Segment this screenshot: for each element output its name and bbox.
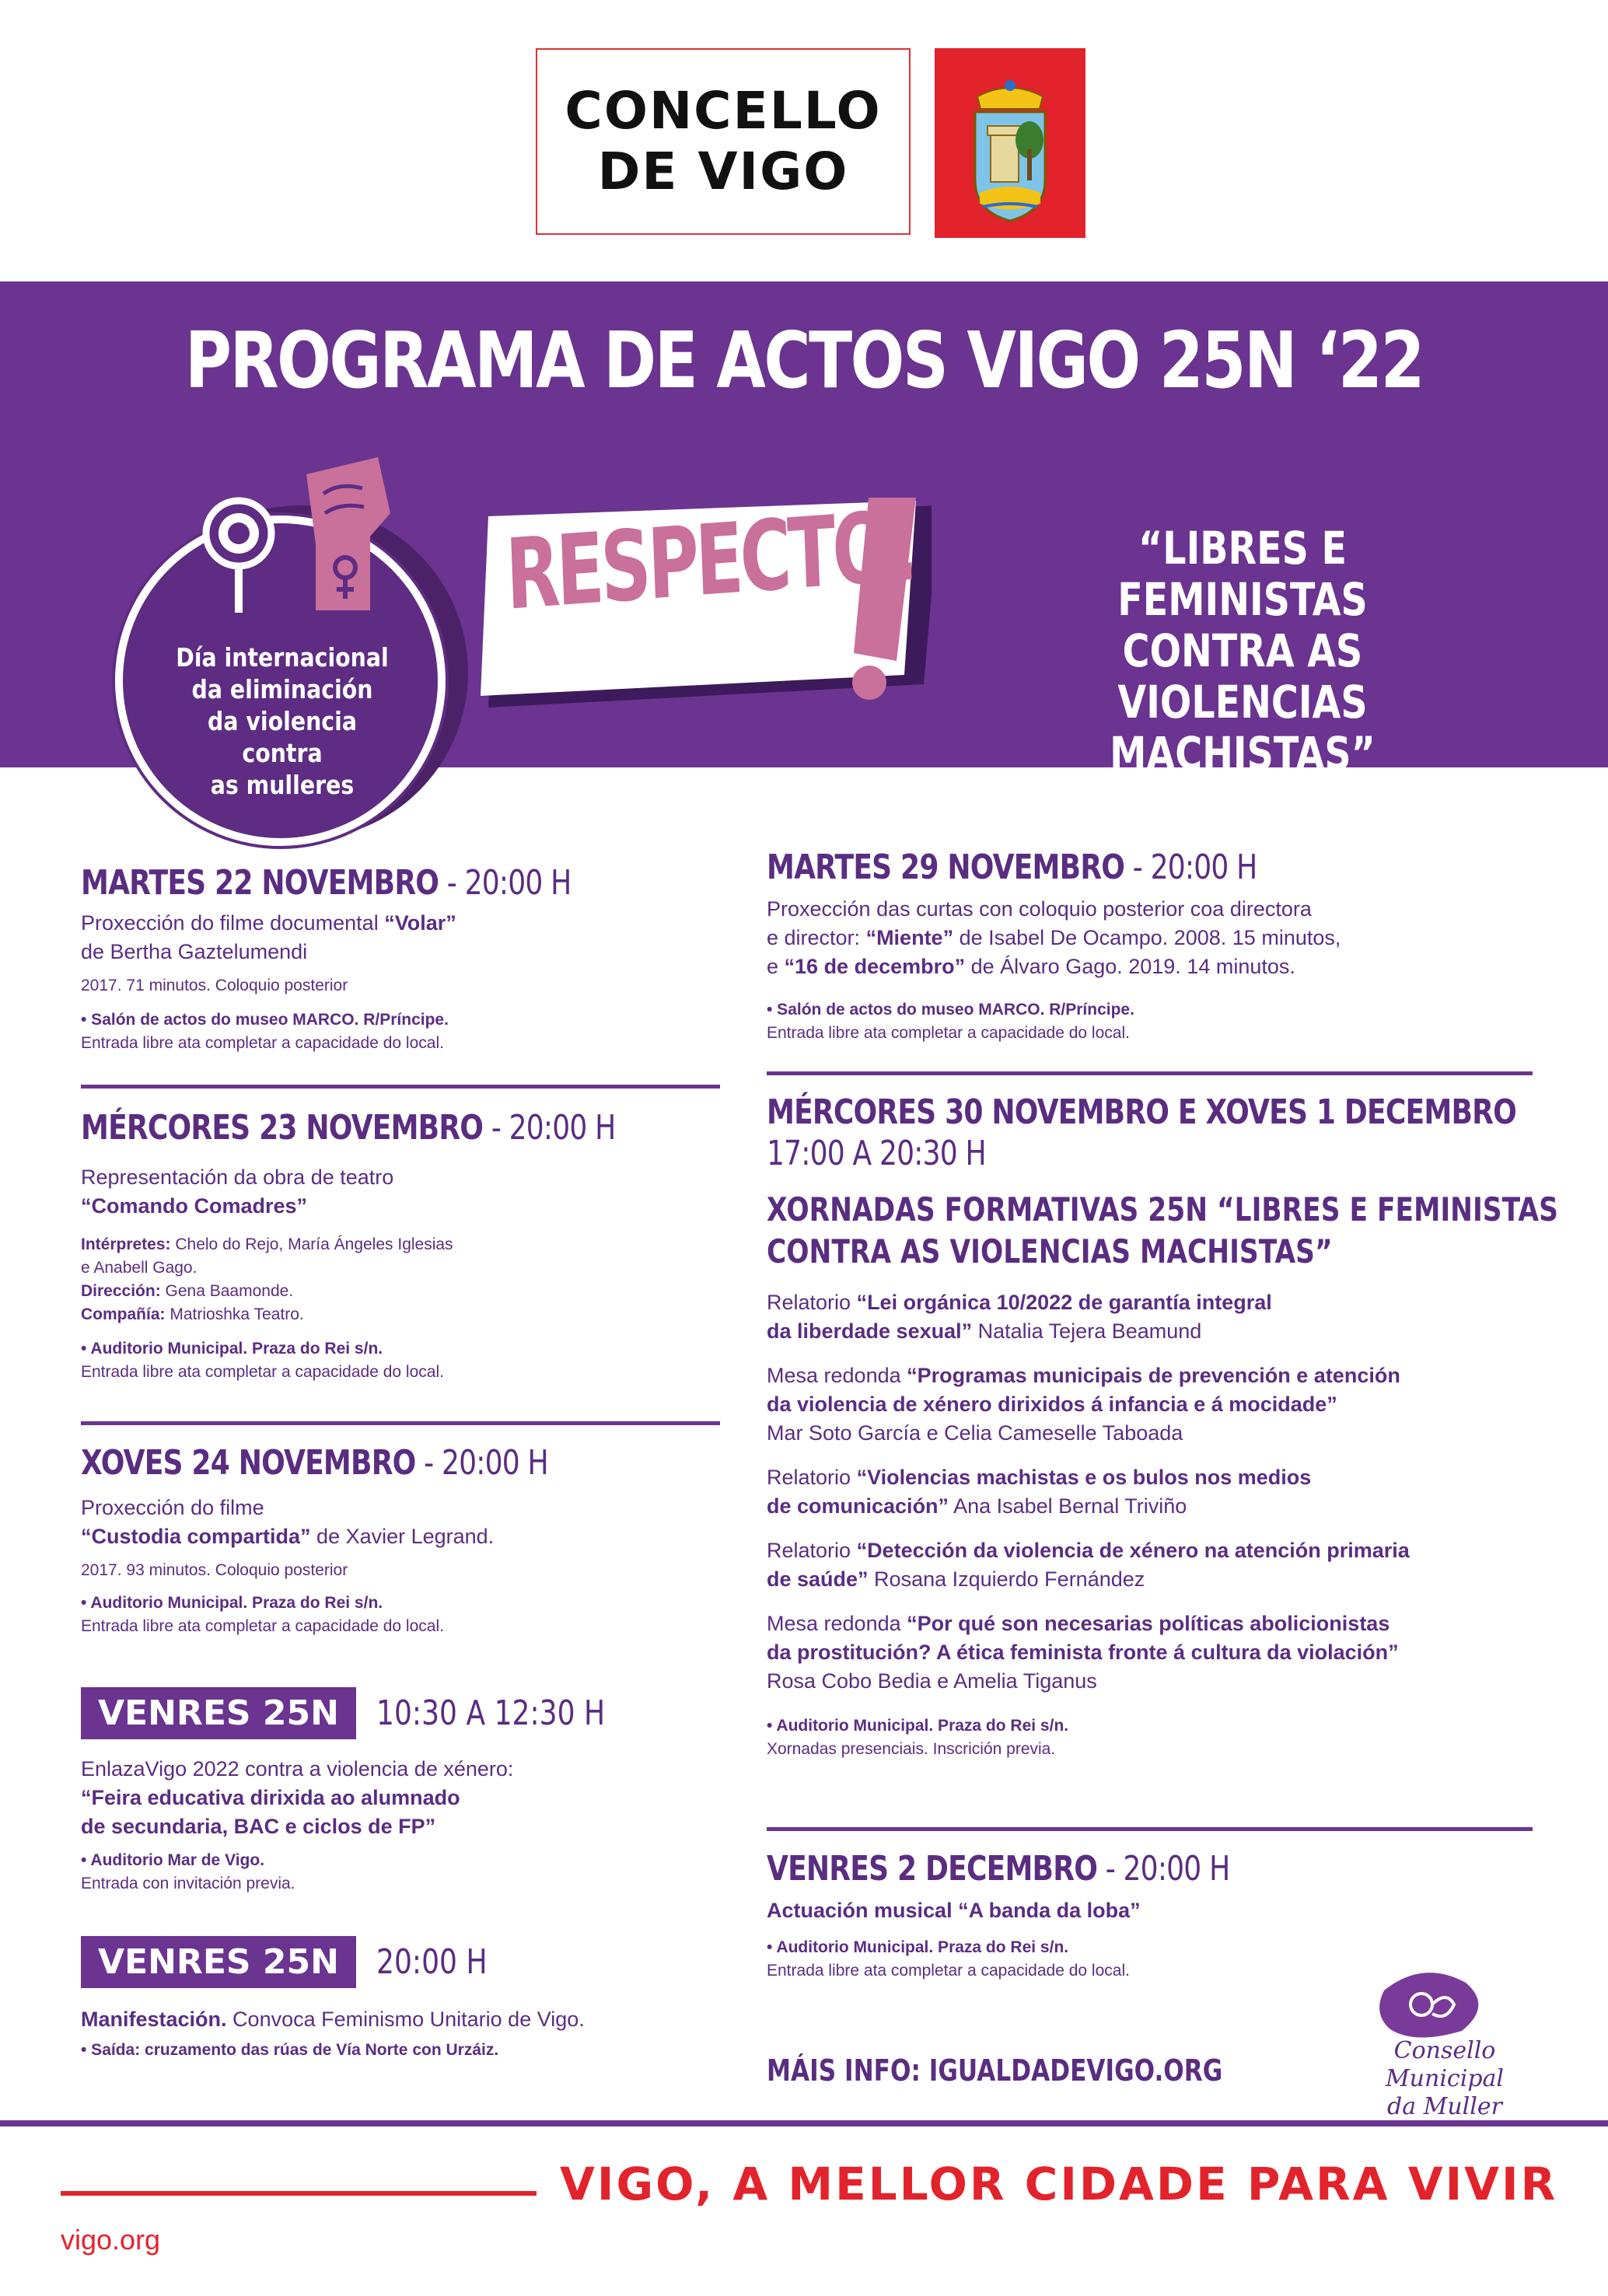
respecto-label: RESPECTO! (504, 489, 919, 632)
event-meta: 2017. 71 minutos. Coloquio posterior (81, 977, 348, 994)
concello-logo (536, 48, 911, 235)
event-performers-cont: e Anabell Gago. (81, 1259, 198, 1277)
logo-line-2: DE VIGO (597, 142, 849, 201)
event-time: 10:30 A 12:30 H (376, 1693, 606, 1733)
event-heading: MARTES 29 NOVEMBRO - 20:00 H (767, 847, 1257, 887)
event-venue: • Auditorio Municipal. Praza do Rei s/n. (767, 1938, 1069, 1956)
event-entry: Entrada libre ata completar a capacidade do local. (81, 1363, 444, 1381)
day-tag: VENRES 25N (81, 1936, 356, 1988)
event-description: EnlazaVigo 2022 contra a violencia de xénero: (81, 1757, 514, 1781)
event-venres-25-morning (81, 1687, 757, 1896)
event-venres-25-evening (81, 1936, 757, 2062)
event-martes-29 (767, 847, 1544, 1045)
event-film-2: e “16 de decembro” de Álvaro Gago. 2019. 14 minutos. (767, 955, 1295, 978)
event-title-2: de secundaria, BAC e ciclos de FP” (81, 1815, 436, 1838)
footer-red-line (61, 2191, 537, 2196)
event-entry: Entrada libre ata completar a capacidade do local. (81, 1617, 444, 1635)
event-description: Proxección das curtas con coloquio posterior coa directora (767, 897, 1312, 921)
magnifier-icon (196, 494, 281, 619)
event-performers: Intérpretes: Chelo do Rejo, María Ángeles Iglesias (81, 1235, 453, 1253)
event-venue: • Saída: cruzamento das rúas de Vía Norte con Urzáiz. (81, 2041, 499, 2059)
xornadas-item: Mesa redonda “Programas municipais de prevención e atención da violencia de xénero dirixidos á infancia e á mocidade” Mar Soto García e Celia Cameselle Taboada (767, 1364, 1400, 1445)
event-time: 20:00 H (376, 1942, 488, 1982)
logo-line-1: CONCELLO (565, 81, 882, 141)
event-title-1: “Feira educativa dirixida ao alumnado (81, 1786, 460, 1809)
event-description: Proxección do filme (81, 1496, 264, 1519)
event-venue: • Auditorio Municipal. Praza do Rei s/n. (767, 1717, 1069, 1735)
event-description: Representación da obra de teatro (81, 1165, 394, 1189)
program-title: PROGRAMA DE ACTOS VIGO 25N ‘22 (184, 315, 1424, 406)
xornadas-item: Relatorio “Lei orgánica 10/2022 de garantía integral da liberdade sexual” Natalia Tejera Beamund (767, 1291, 1272, 1343)
more-info-link[interactable]: MÁIS INFO: IGUALDADEVIGO.ORG (767, 2053, 1223, 2088)
xornadas-title-2: CONTRA AS VIOLENCIAS MACHISTAS” (767, 1232, 1333, 1270)
event-entry: Entrada con invitación previa. (81, 1875, 295, 1892)
event-xornadas (767, 1092, 1558, 1761)
event-venue: • Salón de actos do museo MARCO. R/Príncipe. (767, 1001, 1134, 1019)
event-heading: MÉRCORES 30 NOVEMBRO E XOVES 1 DECEMBRO (767, 1092, 1516, 1132)
event-mercores-23 (81, 1108, 757, 1384)
event-title: “Comando Comadres” (81, 1194, 308, 1218)
cmm-line-2: da Muller (1387, 2093, 1502, 2120)
divider (767, 1071, 1533, 1075)
slogan-line-2: CONTRA AS VIOLENCIAS (1117, 624, 1368, 729)
event-director: de Bertha Gaztelumendi (81, 940, 308, 963)
slogan-line-3: MACHISTAS” (1110, 727, 1376, 780)
footer-url[interactable]: vigo.org (61, 2224, 161, 2256)
event-venue: • Auditorio Municipal. Praza do Rei s/n. (81, 1594, 383, 1612)
event-entry: Entrada libre ata completar a capacidade do local. (81, 1034, 444, 1052)
divider (81, 1085, 720, 1089)
event-description: Manifestación. Convoca Feminismo Unitario de Vigo. (81, 2008, 585, 2031)
event-entry: Xornadas presenciais. Inscrición previa. (767, 1740, 1056, 1758)
event-venue: • Salón de actos do museo MARCO. R/Príncipe. (81, 1011, 449, 1029)
event-meta: 2017. 93 minutos. Coloquio posterior (81, 1561, 348, 1579)
event-entry: Entrada libre ata completar a capacidade do local. (767, 1024, 1130, 1042)
event-director: Dirección: Gena Baamonde. (81, 1282, 294, 1300)
divider (767, 1827, 1533, 1831)
xornadas-title-1: XORNADAS FORMATIVAS 25N “LIBRES E FEMINISTAS (767, 1190, 1558, 1228)
event-company: Compañía: Matrioshka Teatro. (81, 1305, 304, 1323)
circle-line-1: Día internacional (176, 642, 389, 673)
divider (81, 1421, 720, 1425)
awareness-circle-text (166, 641, 400, 801)
circle-line-3: da violencia contra (208, 706, 357, 768)
event-entry: Entrada libre ata completar a capacidade do local. (767, 1962, 1130, 1980)
xornadas-item: Relatorio “Detección da violencia de xénero na atención primaria de saúde” Rosana Izquierdo Fernández (767, 1539, 1410, 1591)
event-martes-22 (81, 863, 757, 1055)
xornadas-item: Relatorio “Violencias machistas e os bulos nos medios de comunicación” Ana Isabel Bernal Triviño (767, 1466, 1312, 1518)
event-xoves-24 (81, 1443, 757, 1638)
event-description: Proxección do filme documental “Volar” (81, 911, 456, 935)
footer-slogan: VIGO, A MELLOR CIDADE PARA VIVIR (560, 2158, 1558, 2210)
raised-fist-icon (292, 451, 393, 614)
circle-line-4: as mulleres (210, 770, 355, 800)
slogan-line-1: “LIBRES E FEMINISTAS (1117, 522, 1368, 626)
event-heading: MARTES 22 NOVEMBRO - 20:00 H (81, 863, 572, 903)
city-crest-icon (935, 48, 1085, 238)
event-heading: MÉRCORES 23 NOVEMBRO - 20:00 H (81, 1108, 616, 1148)
event-heading: VENRES 2 DECEMBRO - 20:00 H (767, 1849, 1230, 1889)
band-slogan (1032, 522, 1452, 779)
event-time: 17:00 A 20:30 H (767, 1134, 986, 1173)
day-tag: VENRES 25N (81, 1687, 356, 1739)
event-film-1: e director: “Miente” de Isabel De Ocampo. 2008. 15 minutos, (767, 926, 1341, 949)
cmm-line-1: Consello Municipal (1385, 2037, 1505, 2092)
xornadas-item: Mesa redonda “Por qué son necesarias políticas abolicionistas da prostitución? A ética feminista fronte á cultura da violación” Rosa Cobo Bedia e Amelia Tiganus (767, 1612, 1399, 1693)
event-description: Actuación musical “A banda da loba” (767, 1899, 1141, 1922)
footer-divider (0, 2120, 1608, 2127)
event-venue: • Auditorio Municipal. Praza do Rei s/n. (81, 1340, 383, 1358)
consello-muller-text (1336, 2037, 1554, 2121)
event-title: “Custodia compartida” de Xavier Legrand. (81, 1525, 495, 1548)
event-heading: XOVES 24 NOVEMBRO - 20:00 H (81, 1443, 548, 1483)
event-venue: • Auditorio Mar de Vigo. (81, 1851, 265, 1869)
circle-line-2: da eliminación (191, 674, 373, 704)
